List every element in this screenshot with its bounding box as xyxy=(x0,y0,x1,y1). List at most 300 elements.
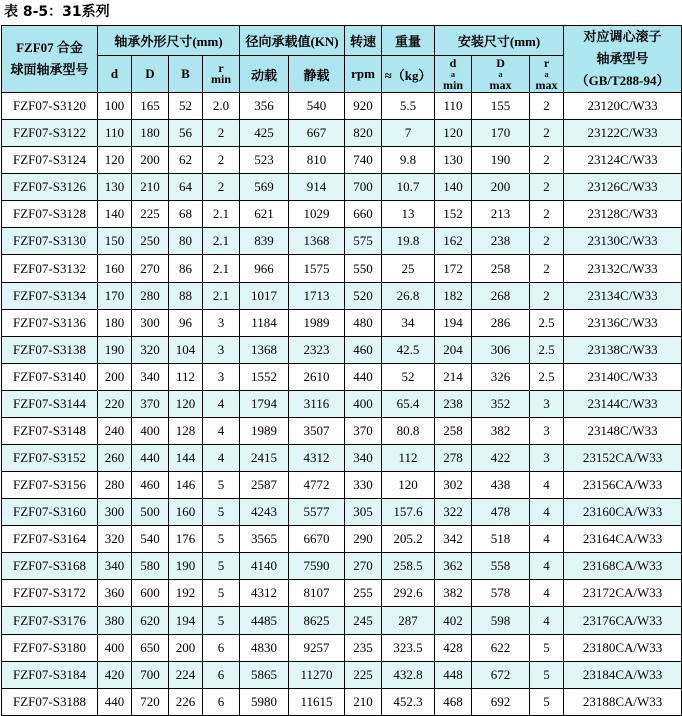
header-dimensions-group: 轴承外形尺寸(mm) xyxy=(98,26,240,56)
cell-r-min: 4 xyxy=(203,445,240,472)
table-row xyxy=(2,201,682,228)
cell-D: 165 xyxy=(132,93,169,120)
cell-Da-max: 518 xyxy=(472,526,530,553)
cell-rpm: 520 xyxy=(345,282,382,309)
cell-dynamic-load: 3565 xyxy=(240,526,289,553)
cell-D: 340 xyxy=(132,363,169,390)
table-row xyxy=(2,363,682,390)
header-Da-subscript: a xyxy=(498,69,503,79)
cell-r-min: 2 xyxy=(203,120,240,147)
cell-da-min: 382 xyxy=(435,580,472,607)
cell-D: 540 xyxy=(132,526,169,553)
cell-equivalent-bearing: 23148C/W33 xyxy=(564,417,682,444)
cell-Da-max: 382 xyxy=(472,417,530,444)
cell-equivalent-bearing: 23120C/W33 xyxy=(564,93,682,120)
cell-dynamic-load: 425 xyxy=(240,120,289,147)
cell-static-load: 4772 xyxy=(289,472,345,499)
cell-r-min: 2 xyxy=(203,147,240,174)
cell-d: 180 xyxy=(98,309,132,336)
cell-ra-max: 2 xyxy=(530,93,564,120)
cell-static-load: 3116 xyxy=(289,390,345,417)
cell-ra-max: 2 xyxy=(530,174,564,201)
cell-weight: 452.3 xyxy=(382,688,435,715)
cell-r-min: 2.1 xyxy=(203,228,240,255)
cell-equivalent-bearing: 23176CA/W33 xyxy=(564,607,682,634)
cell-equivalent-bearing: 23172CA/W33 xyxy=(564,580,682,607)
cell-D: 600 xyxy=(132,580,169,607)
cell-equivalent-bearing: 23124C/W33 xyxy=(564,147,682,174)
cell-r-min: 5 xyxy=(203,526,240,553)
header-da-min xyxy=(435,56,472,93)
cell-D: 180 xyxy=(132,120,169,147)
cell-dynamic-load: 4485 xyxy=(240,607,289,634)
cell-d: 220 xyxy=(98,390,132,417)
cell-weight: 205.2 xyxy=(382,526,435,553)
cell-da-min: 468 xyxy=(435,688,472,715)
cell-dynamic-load: 1017 xyxy=(240,282,289,309)
cell-ra-max: 4 xyxy=(530,607,564,634)
table-row xyxy=(2,553,682,580)
cell-equivalent-bearing: 23130C/W33 xyxy=(564,228,682,255)
cell-Da-max: 238 xyxy=(472,228,530,255)
cell-static-load: 6670 xyxy=(289,526,345,553)
cell-B: 144 xyxy=(169,445,203,472)
cell-D: 500 xyxy=(132,499,169,526)
cell-dynamic-load: 4312 xyxy=(240,580,289,607)
table-header xyxy=(2,26,682,93)
cell-B: 146 xyxy=(169,472,203,499)
cell-rpm: 330 xyxy=(345,472,382,499)
cell-da-min: 194 xyxy=(435,309,472,336)
cell-static-load: 7590 xyxy=(289,553,345,580)
cell-D: 320 xyxy=(132,336,169,363)
header-da-min-label: min xyxy=(443,77,464,92)
cell-r-min: 3 xyxy=(203,336,240,363)
cell-B: 80 xyxy=(169,228,203,255)
cell-d: 420 xyxy=(98,661,132,688)
cell-weight: 120 xyxy=(382,472,435,499)
cell-static-load: 1368 xyxy=(289,228,345,255)
cell-Da-max: 170 xyxy=(472,120,530,147)
table-row xyxy=(2,526,682,553)
cell-static-load: 540 xyxy=(289,93,345,120)
cell-d: 240 xyxy=(98,417,132,444)
header-radial-load-group: 径向承载值(KN) xyxy=(240,26,345,56)
header-install-group: 安装尺寸(mm) xyxy=(435,26,564,56)
header-Da-max-label: max xyxy=(489,77,512,92)
cell-da-min: 322 xyxy=(435,499,472,526)
cell-B: 64 xyxy=(169,174,203,201)
cell-d: 440 xyxy=(98,688,132,715)
cell-static-load: 5577 xyxy=(289,499,345,526)
cell-B: 226 xyxy=(169,688,203,715)
cell-ra-max: 5 xyxy=(530,661,564,688)
cell-model: FZF07-S3184 xyxy=(2,661,98,688)
cell-equivalent-bearing: 23140C/W33 xyxy=(564,363,682,390)
cell-B: 176 xyxy=(169,526,203,553)
cell-Da-max: 478 xyxy=(472,499,530,526)
cell-d: 120 xyxy=(98,147,132,174)
cell-dynamic-load: 966 xyxy=(240,255,289,282)
header-equivalent-line2: 轴承型号 xyxy=(596,51,649,66)
cell-static-load: 810 xyxy=(289,147,345,174)
header-standard: （GB/T288-94） xyxy=(575,73,670,88)
cell-d: 320 xyxy=(98,526,132,553)
cell-static-load: 1989 xyxy=(289,309,345,336)
cell-ra-max: 2 xyxy=(530,255,564,282)
cell-weight: 258.5 xyxy=(382,553,435,580)
cell-r-min: 5 xyxy=(203,607,240,634)
cell-rpm: 920 xyxy=(345,93,382,120)
cell-d: 130 xyxy=(98,174,132,201)
table-row xyxy=(2,499,682,526)
cell-da-min: 278 xyxy=(435,445,472,472)
cell-Da-max: 558 xyxy=(472,553,530,580)
cell-da-min: 152 xyxy=(435,201,472,228)
header-d: d xyxy=(98,56,132,93)
cell-model: FZF07-S3188 xyxy=(2,688,98,715)
cell-equivalent-bearing: 23160CA/W33 xyxy=(564,499,682,526)
header-rpm: rpm xyxy=(345,56,382,93)
cell-ra-max: 5 xyxy=(530,634,564,661)
cell-d: 200 xyxy=(98,363,132,390)
table-row xyxy=(2,282,682,309)
cell-r-min: 4 xyxy=(203,417,240,444)
cell-Da-max: 268 xyxy=(472,282,530,309)
cell-model: FZF07-S3172 xyxy=(2,580,98,607)
cell-model: FZF07-S3152 xyxy=(2,445,98,472)
cell-da-min: 140 xyxy=(435,174,472,201)
cell-d: 400 xyxy=(98,634,132,661)
cell-dynamic-load: 1552 xyxy=(240,363,289,390)
cell-ra-max: 2.5 xyxy=(530,363,564,390)
cell-d: 340 xyxy=(98,553,132,580)
cell-weight: 287 xyxy=(382,607,435,634)
cell-rpm: 305 xyxy=(345,499,382,526)
table-caption: 表 8-5：31系列 xyxy=(4,4,110,20)
cell-r-min: 3 xyxy=(203,363,240,390)
cell-Da-max: 155 xyxy=(472,93,530,120)
cell-model: FZF07-S3140 xyxy=(2,363,98,390)
cell-r-min: 5 xyxy=(203,499,240,526)
cell-r-min: 6 xyxy=(203,688,240,715)
header-dynamic-load: 动载 xyxy=(240,56,289,93)
table-row xyxy=(2,255,682,282)
cell-D: 720 xyxy=(132,688,169,715)
cell-equivalent-bearing: 23156CA/W33 xyxy=(564,472,682,499)
cell-dynamic-load: 523 xyxy=(240,147,289,174)
header-static-load: 静载 xyxy=(289,56,345,93)
cell-da-min: 342 xyxy=(435,526,472,553)
cell-B: 86 xyxy=(169,255,203,282)
table-row xyxy=(2,174,682,201)
bearing-spec-table xyxy=(1,25,682,716)
cell-weight: 7 xyxy=(382,120,435,147)
cell-ra-max: 3 xyxy=(530,445,564,472)
cell-B: 52 xyxy=(169,93,203,120)
cell-ra-max: 2 xyxy=(530,282,564,309)
cell-weight: 112 xyxy=(382,445,435,472)
cell-equivalent-bearing: 23180CA/W33 xyxy=(564,634,682,661)
cell-rpm: 370 xyxy=(345,417,382,444)
cell-D: 700 xyxy=(132,661,169,688)
cell-da-min: 238 xyxy=(435,390,472,417)
cell-model: FZF07-S3122 xyxy=(2,120,98,147)
cell-weight: 10.7 xyxy=(382,174,435,201)
table-row xyxy=(2,147,682,174)
cell-B: 56 xyxy=(169,120,203,147)
cell-r-min: 5 xyxy=(203,580,240,607)
cell-equivalent-bearing: 23138C/W33 xyxy=(564,336,682,363)
cell-dynamic-load: 5865 xyxy=(240,661,289,688)
cell-model: FZF07-S3136 xyxy=(2,309,98,336)
cell-Da-max: 352 xyxy=(472,390,530,417)
cell-model: FZF07-S3180 xyxy=(2,634,98,661)
header-ra-max xyxy=(530,56,564,93)
cell-da-min: 214 xyxy=(435,363,472,390)
table-row xyxy=(2,472,682,499)
cell-model: FZF07-S3128 xyxy=(2,201,98,228)
cell-B: 62 xyxy=(169,147,203,174)
cell-ra-max: 2 xyxy=(530,228,564,255)
cell-weight: 432.8 xyxy=(382,661,435,688)
cell-model: FZF07-S3164 xyxy=(2,526,98,553)
cell-d: 140 xyxy=(98,201,132,228)
cell-model: FZF07-S3168 xyxy=(2,553,98,580)
cell-model: FZF07-S3144 xyxy=(2,390,98,417)
cell-Da-max: 213 xyxy=(472,201,530,228)
cell-ra-max: 3 xyxy=(530,390,564,417)
cell-D: 460 xyxy=(132,472,169,499)
cell-ra-max: 4 xyxy=(530,472,564,499)
cell-rpm: 575 xyxy=(345,228,382,255)
cell-rpm: 820 xyxy=(345,120,382,147)
cell-static-load: 914 xyxy=(289,174,345,201)
cell-B: 160 xyxy=(169,499,203,526)
cell-equivalent-bearing: 23136C/W33 xyxy=(564,309,682,336)
header-model-line1: FZF07 合金 xyxy=(16,40,83,55)
cell-model: FZF07-S3160 xyxy=(2,499,98,526)
table-row xyxy=(2,688,682,715)
cell-equivalent-bearing: 23168CA/W33 xyxy=(564,553,682,580)
cell-ra-max: 2.5 xyxy=(530,309,564,336)
cell-da-min: 258 xyxy=(435,417,472,444)
cell-D: 620 xyxy=(132,607,169,634)
cell-rpm: 210 xyxy=(345,688,382,715)
cell-d: 190 xyxy=(98,336,132,363)
cell-D: 580 xyxy=(132,553,169,580)
cell-r-min: 5 xyxy=(203,472,240,499)
cell-B: 112 xyxy=(169,363,203,390)
cell-dynamic-load: 621 xyxy=(240,201,289,228)
cell-equivalent-bearing: 23122C/W33 xyxy=(564,120,682,147)
cell-r-min: 2.1 xyxy=(203,282,240,309)
cell-r-min: 4 xyxy=(203,390,240,417)
cell-D: 210 xyxy=(132,174,169,201)
cell-Da-max: 672 xyxy=(472,661,530,688)
cell-rpm: 440 xyxy=(345,363,382,390)
cell-dynamic-load: 2415 xyxy=(240,445,289,472)
cell-B: 68 xyxy=(169,201,203,228)
cell-r-min: 2.1 xyxy=(203,255,240,282)
cell-B: 104 xyxy=(169,336,203,363)
cell-rpm: 460 xyxy=(345,336,382,363)
cell-ra-max: 3 xyxy=(530,417,564,444)
cell-rpm: 255 xyxy=(345,580,382,607)
cell-d: 360 xyxy=(98,580,132,607)
cell-static-load: 4312 xyxy=(289,445,345,472)
header-D: D xyxy=(132,56,169,93)
header-model-line2: 球面轴承型号 xyxy=(10,62,89,77)
cell-Da-max: 692 xyxy=(472,688,530,715)
header-weight-unit: ≈（kg） xyxy=(382,56,435,93)
cell-d: 110 xyxy=(98,120,132,147)
cell-B: 128 xyxy=(169,417,203,444)
table-row xyxy=(2,93,682,120)
cell-ra-max: 2 xyxy=(530,147,564,174)
header-ra-symbol: r xyxy=(543,55,550,70)
cell-d: 100 xyxy=(98,93,132,120)
header-Da-max xyxy=(472,56,530,93)
cell-Da-max: 306 xyxy=(472,336,530,363)
cell-dynamic-load: 569 xyxy=(240,174,289,201)
cell-r-min: 6 xyxy=(203,661,240,688)
cell-ra-max: 4 xyxy=(530,580,564,607)
cell-equivalent-bearing: 23126C/W33 xyxy=(564,174,682,201)
cell-B: 200 xyxy=(169,634,203,661)
cell-Da-max: 598 xyxy=(472,607,530,634)
cell-ra-max: 5 xyxy=(530,688,564,715)
cell-weight: 34 xyxy=(382,309,435,336)
cell-da-min: 120 xyxy=(435,120,472,147)
cell-equivalent-bearing: 23164CA/W33 xyxy=(564,526,682,553)
cell-model: FZF07-S3148 xyxy=(2,417,98,444)
cell-d: 160 xyxy=(98,255,132,282)
cell-Da-max: 622 xyxy=(472,634,530,661)
cell-static-load: 1713 xyxy=(289,282,345,309)
header-ra-subscript: a xyxy=(544,69,549,79)
cell-model: FZF07-S3134 xyxy=(2,282,98,309)
table-row xyxy=(2,580,682,607)
cell-equivalent-bearing: 23134C/W33 xyxy=(564,282,682,309)
cell-da-min: 302 xyxy=(435,472,472,499)
cell-rpm: 340 xyxy=(345,445,382,472)
table-row xyxy=(2,634,682,661)
cell-r-min: 3 xyxy=(203,309,240,336)
cell-B: 88 xyxy=(169,282,203,309)
cell-dynamic-load: 1989 xyxy=(240,417,289,444)
cell-r-min: 2 xyxy=(203,174,240,201)
cell-equivalent-bearing: 23132C/W33 xyxy=(564,255,682,282)
cell-model: FZF07-S3130 xyxy=(2,228,98,255)
cell-rpm: 480 xyxy=(345,309,382,336)
cell-model: FZF07-S3132 xyxy=(2,255,98,282)
cell-static-load: 1575 xyxy=(289,255,345,282)
cell-da-min: 182 xyxy=(435,282,472,309)
cell-da-min: 448 xyxy=(435,661,472,688)
header-da-symbol: d xyxy=(449,55,457,70)
cell-da-min: 172 xyxy=(435,255,472,282)
cell-static-load: 2610 xyxy=(289,363,345,390)
table-row xyxy=(2,661,682,688)
cell-weight: 323.5 xyxy=(382,634,435,661)
cell-B: 192 xyxy=(169,580,203,607)
header-speed: 转速 xyxy=(345,26,382,56)
cell-D: 440 xyxy=(132,445,169,472)
cell-r-min: 5 xyxy=(203,553,240,580)
cell-static-load: 11615 xyxy=(289,688,345,715)
cell-Da-max: 578 xyxy=(472,580,530,607)
cell-D: 280 xyxy=(132,282,169,309)
header-r-symbol: r xyxy=(218,61,224,76)
cell-d: 300 xyxy=(98,499,132,526)
cell-dynamic-load: 4830 xyxy=(240,634,289,661)
cell-rpm: 740 xyxy=(345,147,382,174)
cell-Da-max: 190 xyxy=(472,147,530,174)
cell-model: FZF07-S3156 xyxy=(2,472,98,499)
cell-rpm: 400 xyxy=(345,390,382,417)
table-row xyxy=(2,390,682,417)
cell-B: 96 xyxy=(169,309,203,336)
table-row xyxy=(2,417,682,444)
cell-D: 650 xyxy=(132,634,169,661)
cell-Da-max: 200 xyxy=(472,174,530,201)
cell-model: FZF07-S3176 xyxy=(2,607,98,634)
cell-model: FZF07-S3126 xyxy=(2,174,98,201)
cell-dynamic-load: 5980 xyxy=(240,688,289,715)
cell-dynamic-load: 1184 xyxy=(240,309,289,336)
cell-Da-max: 422 xyxy=(472,445,530,472)
cell-r-min: 2.1 xyxy=(203,201,240,228)
cell-D: 300 xyxy=(132,309,169,336)
cell-D: 270 xyxy=(132,255,169,282)
cell-rpm: 270 xyxy=(345,553,382,580)
cell-Da-max: 258 xyxy=(472,255,530,282)
cell-ra-max: 2.5 xyxy=(530,336,564,363)
cell-ra-max: 2 xyxy=(530,201,564,228)
cell-ra-max: 4 xyxy=(530,526,564,553)
cell-equivalent-bearing: 23188CA/W33 xyxy=(564,688,682,715)
cell-rpm: 235 xyxy=(345,634,382,661)
cell-r-min: 2.0 xyxy=(203,93,240,120)
cell-equivalent-bearing: 23128C/W33 xyxy=(564,201,682,228)
cell-rpm: 660 xyxy=(345,201,382,228)
cell-weight: 19.8 xyxy=(382,228,435,255)
cell-dynamic-load: 1794 xyxy=(240,390,289,417)
cell-weight: 80.8 xyxy=(382,417,435,444)
cell-dynamic-load: 356 xyxy=(240,93,289,120)
cell-model: FZF07-S3124 xyxy=(2,147,98,174)
cell-D: 370 xyxy=(132,390,169,417)
cell-static-load: 11270 xyxy=(289,661,345,688)
cell-weight: 157.6 xyxy=(382,499,435,526)
cell-rpm: 290 xyxy=(345,526,382,553)
cell-static-load: 667 xyxy=(289,120,345,147)
header-r-min-label: min xyxy=(211,72,232,87)
header-ra-max-label: max xyxy=(535,77,558,92)
cell-weight: 292.6 xyxy=(382,580,435,607)
cell-da-min: 362 xyxy=(435,553,472,580)
cell-Da-max: 326 xyxy=(472,363,530,390)
header-model xyxy=(2,26,98,93)
cell-weight: 25 xyxy=(382,255,435,282)
cell-rpm: 550 xyxy=(345,255,382,282)
cell-dynamic-load: 2587 xyxy=(240,472,289,499)
table-row xyxy=(2,309,682,336)
cell-dynamic-load: 4243 xyxy=(240,499,289,526)
cell-weight: 5.5 xyxy=(382,93,435,120)
table-row xyxy=(2,445,682,472)
